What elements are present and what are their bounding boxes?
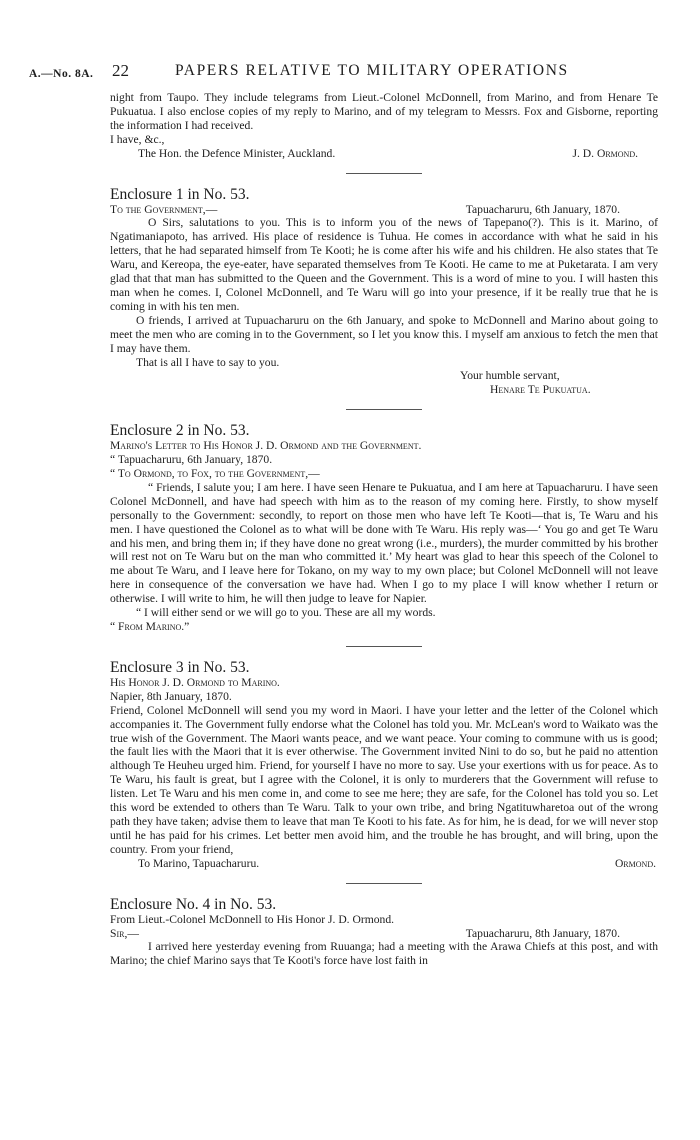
enclosure-2-heading: Enclosure 2 in No. 53. [110, 422, 250, 440]
enclosure-3-addressee: To Marino, Tapuacharuru. [138, 856, 260, 870]
page-body [110, 91, 658, 968]
enclosure-1-place-date: Tapuacharuru, 6th January, 1870. [465, 202, 620, 216]
enclosure-3-heading: Enclosure 3 in No. 53. [110, 658, 250, 676]
enclosure-3-signature: Ormond. [614, 856, 656, 870]
opening-signature: J. D. Ormond. [572, 146, 638, 160]
opening-closing: I have, &c., [110, 132, 165, 146]
enclosure-3-place-date: Napier, 8th January, 1870. [110, 689, 232, 703]
enclosure-1-salutation-row [110, 203, 658, 217]
enclosure-2-paragraph-1: “ Friends, I salute you; I am here. I have seen Henare te Pukuatua, and I am here at Tapuacharuru. I have seen Colonel McDonnell, and have had speech with him as to the reason of my coming here. Firstly, to show myself personally to the Government: secondly, to report on those men who have left Te Kooti—that is, Te Waru and his men. I have questioned the Colonel as to what will be done with Te Waru. His reply was—‘ You go and get Te Waru and his men, and bring them in; if they have done no great wrong (i.e., murders), the murder committed by his brother will rest not on Te Waru but on the man who committed it.’ My heart was glad to hear this speech of the Colonel to me about Te Waru, and I leave here for Tokano, on my way to my own place; but Colonel McDonnell will not leave here in consequence of the conversation we have had. When I go to my place I will know whether I return or otherwise. I will write to him, he will then judge to leave for Napier. [110, 480, 658, 606]
enclosure-1-paragraph-1: O Sirs, salutations to you. This is to inform you of the news of Tapepano(?). This is it. Marino, of Ngatimaniapoto, has arrived. His place of residence is Tuhua. He comes in accordance with what he said in his letters, that he had separated himself from Te Kooti; he is come after his wife and his children. He also states that Te Waru, and Kereopa, the eye-eater, have separated themselves from Te Kooti. He came to me at Puketarata. I am very glad that that man has submitted to the Queen and the Government. This is a word of mine to you. I will hasten this man when he comes. I, Colonel McDonnell, and Te Waru will go into your presence, if it be really true that he is coming in with his ten men. [110, 216, 658, 313]
enclosure-2-place-date: “ Tapuacharuru, 6th January, 1870. [110, 453, 273, 467]
enclosure-4-paragraph-1: I arrived here yesterday evening from Ruuanga; had a meeting with the Arawa Chiefs at this post, and with Marino; the chief Marino says that Te Kooti's force have lost faith in [110, 940, 658, 968]
enclosure-3-signature-row [110, 857, 658, 871]
section-divider [346, 173, 422, 174]
enclosure-2-paragraph-2: “ I will either send or we will go to you. These are all my words. [136, 606, 436, 620]
enclosure-2-to: “ To Ormond, to Fox, to the Government,— [110, 467, 320, 481]
enclosure-4-salutation-row [110, 927, 658, 941]
enclosure-4-to: Sir,— [110, 926, 139, 940]
enclosure-2-signature: “ From Marino.” [110, 620, 190, 633]
document-reference: A.—No. 8A. [29, 68, 94, 80]
page-header [0, 61, 700, 86]
enclosure-3-paragraph-1: Friend, Colonel McDonnell will send you my word in Maori. I have your letter and the letter of the Colonel which accompanies it. The Government fully endorse what the Colonel has told you. Mr. McLean's word to Waikato was the true wish of the Government. The Maori wants peace, and we want peace. Your coming to commune with us is good; the fault lies with the Maori that it is ever otherwise. The Government invited Nini to do so, but he paid no attention although Te Heuheu urged him. Friend, for yourself I have no more to say. Use your exertions with us for peace. As to Te Waru, his fault is great, but I agree with the Colonel, it is only to murderers that the Government will refuse to listen. Let Te Waru and his men come in, and come to see me here; they are safe, for the Colonel has told you so. Let this word be extended to others than Te Waru. Talk to your own tribe, and bring Ngatituwharetoa out of the wrong path they have taken; advise them to leave that man Te Kooti to his fate. As for him, he is dead, for we will never stop until he has paid for his crimes. Let better men avoid him, and the trouble he has brought, and will bring, upon the country. From your friend, [110, 703, 658, 856]
running-title: PAPERS RELATIVE TO MILITARY OPERATIONS [175, 62, 569, 79]
section-divider [346, 646, 422, 647]
opening-paragraph: night from Taupo. They include telegrams from Lieut.-Colonel McDonnell, from Marino, and from Henare Te Pukuatua. I also enclose copies of my reply to Marino, and of my telegram to Messrs. Fox and Gisborne, reporting the information I had received. [110, 91, 658, 132]
opening-addressee: The Hon. the Defence Minister, Auckland. [138, 146, 336, 160]
enclosure-3-subheading: His Honor J. D. Ormond to Marino. [110, 675, 280, 689]
section-divider [346, 409, 422, 410]
opening-signature-row [110, 147, 658, 161]
enclosure-1-to: To the Government,— [110, 202, 218, 216]
page-number: 22 [112, 61, 129, 80]
enclosure-1-closing: Your humble servant, [460, 369, 560, 383]
section-divider [346, 883, 422, 884]
enclosure-4-heading: Enclosure No. 4 in No. 53. [110, 895, 277, 913]
enclosure-1-paragraph-2: O friends, I arrived at Tupuacharuru on the 6th January, and spoke to McDonnell and Marino about going to meet the men who are coming in to the Government, so I let you know this. I myself am anxious to fetch the men that I may have them. [110, 313, 658, 355]
enclosure-1-signature: Henare Te Pukuatua. [490, 383, 591, 397]
enclosure-1-paragraph-3: That is all I have to say to you. [136, 355, 280, 369]
enclosure-4-subheading: From Lieut.-Colonel McDonnell to His Honor J. D. Ormond. [110, 912, 395, 926]
enclosure-4-place-date: Tapuacharuru, 8th January, 1870. [465, 926, 620, 940]
enclosure-2-subheading: Marino's Letter to His Honor J. D. Ormond and the Government. [110, 439, 422, 453]
enclosure-1-heading: Enclosure 1 in No. 53. [110, 185, 250, 203]
